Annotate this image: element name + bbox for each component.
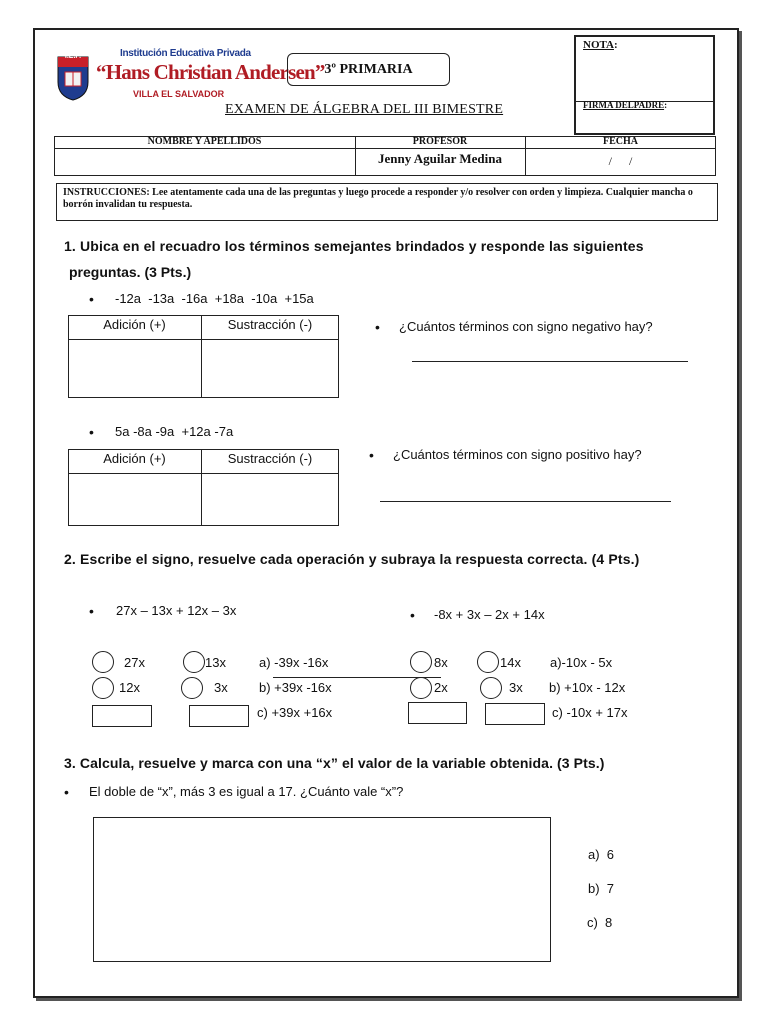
sign-circle[interactable] [410, 651, 432, 673]
sign-circle[interactable] [410, 677, 432, 699]
right-term-14x: 14x [500, 655, 521, 670]
right-option-c[interactable]: c) -10x + 17x [552, 705, 628, 720]
left-term-27x: 27x [124, 655, 145, 670]
table1-col-add: Adición (+) [103, 317, 166, 332]
q1-question-negative: ¿Cuántos términos con signo negativo hay? [399, 319, 653, 334]
q3-option-b[interactable]: b) 7 [588, 881, 615, 896]
answer-box[interactable] [408, 702, 467, 724]
left-option-a[interactable]: a) -39x -16x [259, 655, 329, 670]
table2-add-cell[interactable] [69, 474, 200, 525]
table1-sub-cell[interactable] [202, 340, 338, 397]
table2-col-add: Adición (+) [103, 451, 166, 466]
q2-right-expression: -8x + 3x – 2x + 14x [434, 607, 545, 622]
right-term-3x: 3x [509, 680, 523, 695]
q1-question-positive: ¿Cuántos términos con signo positivo hay? [393, 447, 642, 462]
answer-box[interactable] [92, 705, 152, 727]
answer-line-positive[interactable] [380, 501, 671, 502]
table1-add-cell[interactable] [69, 340, 200, 397]
right-option-a[interactable]: a)-10x - 5x [550, 655, 613, 670]
answer-box[interactable] [189, 705, 249, 727]
sign-circle[interactable] [92, 651, 114, 673]
table2-col-sub: Sustracción (-) [227, 451, 313, 466]
bullet: • [89, 424, 94, 440]
q2-left-expression: 27x – 13x + 12x – 3x [116, 603, 237, 618]
header-teacher: PROFESOR [412, 136, 468, 147]
parent-signature-label: FIRMA DELPADRE: [583, 100, 668, 110]
q3-title: 3. Calcula, resuelve y marca con una “x” el valor de la variable obtenida. (3 Pts.) [64, 755, 605, 771]
left-term-13x: 13x [205, 655, 226, 670]
divider [54, 148, 716, 149]
right-option-b[interactable]: b) +10x - 12x [549, 680, 626, 695]
bullet: • [89, 603, 94, 619]
grade-box: 3º PRIMARIA [287, 53, 450, 86]
table1-col-sub: Sustracción (-) [227, 317, 313, 332]
nota-label: NOTA: [583, 39, 618, 51]
q1-set2-terms: 5a -8a -9a +12a -7a [115, 424, 234, 439]
q3-work-area[interactable] [93, 817, 551, 962]
exam-title: EXAMEN DE ÁLGEBRA DEL III BIMESTRE [225, 102, 504, 117]
teacher-name: Jenny Aguilar Medina [377, 151, 502, 166]
sign-circle[interactable] [477, 651, 499, 673]
left-option-b[interactable]: b) +39x -16x [259, 680, 332, 695]
q1-set1-terms: -12a -13a -16a +18a -10a +15a [115, 291, 314, 306]
left-option-c[interactable]: c) +39x +16x [257, 705, 333, 720]
left-term-3x: 3x [214, 680, 228, 695]
name-field[interactable] [62, 152, 350, 172]
q3-option-a[interactable]: a) 6 [588, 847, 615, 862]
header-name: NOMBRE Y APELLIDOS [147, 136, 262, 147]
q2-title: 2. Escribe el signo, resuelve cada operación y subraya la respuesta correcta. (4 Pts.) [64, 551, 640, 567]
bullet: • [89, 291, 94, 307]
instructions-box: INSTRUCCIONES: Lee atentamente cada una de las preguntas y luego procede a responder y/o resolver con orden y limpieza. Cualquier mancha o borrón invalidan tu respuesta. [56, 183, 718, 221]
q1-title-line2: preguntas. (3 Pts.) [69, 264, 192, 280]
bullet: • [369, 447, 374, 463]
q3-option-c[interactable]: c) 8 [587, 915, 613, 930]
location: VILLA EL SALVADOR [133, 89, 225, 99]
header-date: FECHA [603, 136, 638, 147]
right-term-8x: 8x [434, 655, 448, 670]
institution-name: “Hans Christian Andersen” [96, 60, 325, 84]
sign-circle[interactable] [92, 677, 114, 699]
date-field[interactable]: / / [608, 154, 633, 168]
q3-problem: El doble de “x”, más 3 es igual a 17. ¿Cuánto vale “x”? [89, 784, 404, 799]
answer-box[interactable] [485, 703, 545, 725]
sign-circle[interactable] [181, 677, 203, 699]
bullet: • [410, 607, 415, 623]
table2-sub-cell[interactable] [202, 474, 338, 525]
bullet: • [375, 319, 380, 335]
q1-title-line1: 1. Ubica en el recuadro los términos semejantes brindados y responde las siguientes [64, 238, 644, 254]
answer-line-negative[interactable] [412, 361, 688, 362]
logo-text: I.E.P. [64, 53, 82, 60]
right-term-2x: 2x [434, 680, 448, 695]
sign-circle[interactable] [183, 651, 205, 673]
institution-type: Institución Educativa Privada [120, 48, 251, 59]
sign-circle[interactable] [480, 677, 502, 699]
left-term-12x: 12x [119, 680, 140, 695]
bullet: • [64, 784, 69, 800]
